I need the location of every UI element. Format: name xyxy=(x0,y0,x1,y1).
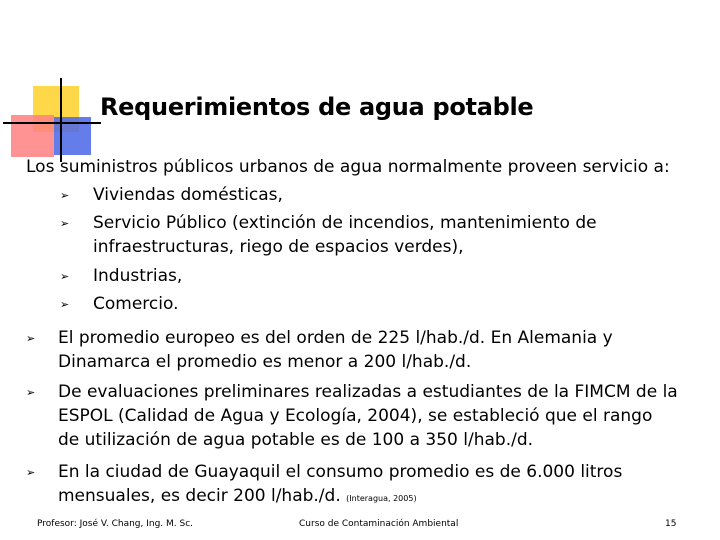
main-item-line: de utilización de agua potable es de 100 a 350 l/hab./d. xyxy=(58,430,534,450)
main-item-line: El promedio europeo es del orden de 225 l/hab./d. En Alemania y xyxy=(58,328,613,348)
arrow-bullet-icon: ➢ xyxy=(60,270,70,283)
main-item-line: ESPOL (Calidad de Agua y Ecología, 2004), se estableció que el rango xyxy=(58,406,653,426)
sub-item-text: Servicio Público (extinción de incendios, mantenimiento de xyxy=(93,213,597,233)
logo-vertical-line xyxy=(60,78,62,162)
arrow-bullet-icon: ➢ xyxy=(26,466,36,479)
arrow-bullet-icon: ➢ xyxy=(60,189,70,202)
arrow-bullet-icon: ➢ xyxy=(60,217,70,230)
main-item-line-with-citation xyxy=(58,484,706,511)
sub-item-text: Viviendas domésticas, xyxy=(93,185,283,205)
sub-item-text-cont: infraestructuras, riego de espacios verdes), xyxy=(93,237,464,257)
sub-item-text: Industrias, xyxy=(93,266,183,286)
arrow-bullet-icon: ➢ xyxy=(26,386,36,399)
footer-professor: Profesor: José V. Chang, Ing. M. Sc. xyxy=(37,519,194,529)
citation: (Interagua, 2005) xyxy=(346,494,417,503)
arrow-bullet-icon: ➢ xyxy=(26,332,36,345)
logo-horizontal-line xyxy=(3,122,101,124)
main-item-line: De evaluaciones preliminares realizadas a estudiantes de la FIMCM de la xyxy=(58,382,678,402)
main-item-line: Dinamarca el promedio es menor a 200 l/hab./d. xyxy=(58,352,472,372)
arrow-bullet-icon: ➢ xyxy=(60,298,70,311)
slide-title: Requerimientos de agua potable xyxy=(100,93,534,121)
main-item-line: En la ciudad de Guayaquil el consumo promedio es de 6.000 litros xyxy=(58,462,623,482)
sub-item-text: Comercio. xyxy=(93,294,179,314)
footer-course: Curso de Contaminación Ambiental xyxy=(299,519,459,529)
main-item-line: mensuales, es decir 200 l/hab./d. xyxy=(58,486,341,506)
intro-text: Los suministros públicos urbanos de agua normalmente proveen servicio a: xyxy=(26,157,670,177)
page-number: 15 xyxy=(665,519,677,529)
